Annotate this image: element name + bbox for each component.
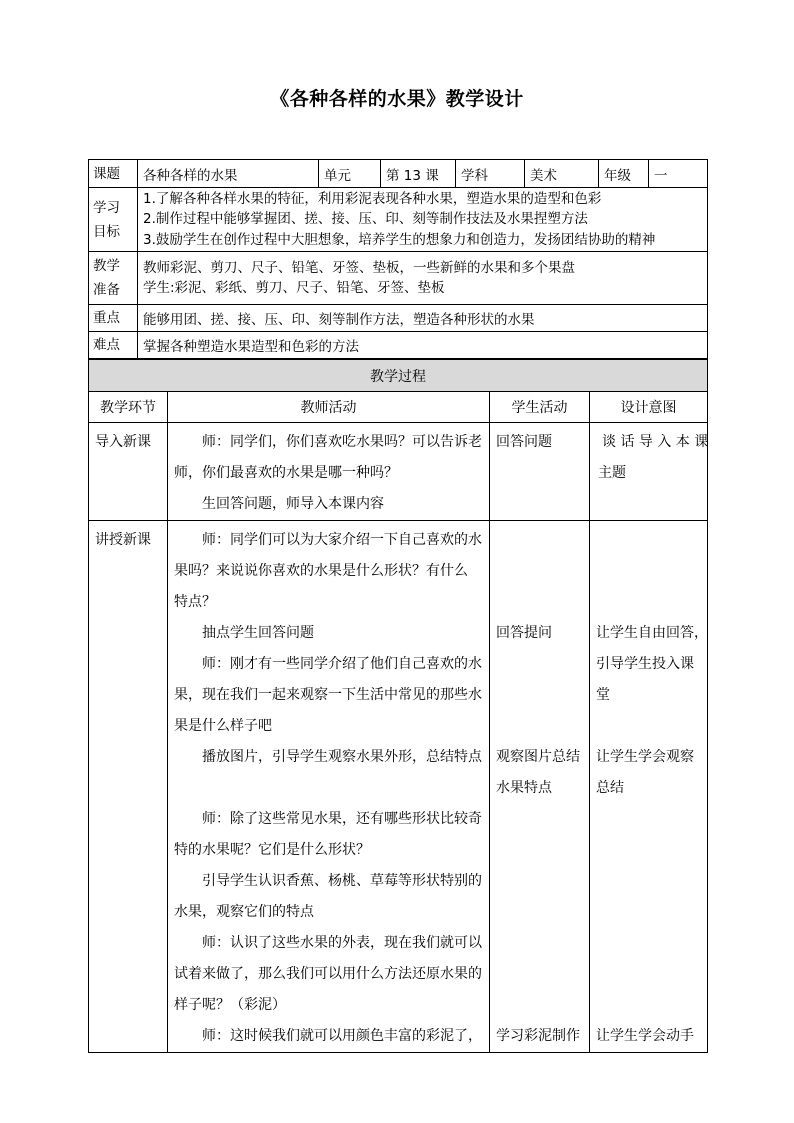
goals-text xyxy=(138,188,708,252)
difficulty-value: 掌握各种塑造水果造型和色彩的方法 xyxy=(138,332,708,359)
goal-item: 1.了解各种各样水果的特征，利用彩泥表现各种水果，塑造水果的造型和色彩 xyxy=(143,190,602,207)
grade-label: 年级 xyxy=(599,160,649,188)
subject-value: 美术 xyxy=(525,160,599,188)
intro-stage: 导入新课 xyxy=(89,423,168,521)
grade-value: 一 xyxy=(649,160,708,188)
subject-label: 学科 xyxy=(456,160,525,188)
difficulty-label: 难点 xyxy=(89,332,138,359)
topic-value: 各种各样的水果 xyxy=(138,160,319,188)
goals-label: 学习 目标 xyxy=(89,188,138,252)
lecture-stage: 讲授新课 xyxy=(89,521,168,1053)
header-teacher: 教师活动 xyxy=(168,392,490,423)
goal-item: 3.鼓励学生在创作过程中大胆想象，培养学生的想象力和创造力，发扬团结协助的精神 xyxy=(143,231,656,248)
unit-label: 单元 xyxy=(319,160,381,188)
teaching-process-table xyxy=(88,359,708,1053)
topic-label: 课题 xyxy=(89,160,138,188)
key-value: 能够用团、搓、接、压、印、刻等制作方法，塑造各种形状的水果 xyxy=(138,305,708,332)
prep-item: 教师彩泥、剪刀、尺子、铅笔、牙签、垫板，一些新鲜的水果和多个果盘 xyxy=(143,259,575,276)
lecture-intent: 让学生自由回答， 引导学生投入课 堂 让学生学会观察 总结 让学生学会动手 xyxy=(590,521,708,1053)
lecture-student: 回答提问 观察图片总结 水果特点 学习彩泥制作 xyxy=(490,521,590,1053)
header-intent: 设计意图 xyxy=(590,392,708,423)
key-label: 重点 xyxy=(89,305,138,332)
prep-label: 教学 准备 xyxy=(89,252,138,305)
intro-intent: 谈 话 导 入 本 课 主题 xyxy=(590,423,708,521)
header-stage: 教学环节 xyxy=(89,392,168,423)
intro-student: 回答问题 xyxy=(490,423,590,521)
prep-text xyxy=(138,252,708,305)
lecture-teacher: 师：同学们可以为大家介绍一下自己喜欢的水 果吗？来说说你喜欢的水果是什么形状？有什么 特点？ 抽点学生回答问题 师：刚才有一些同学介绍了他们自己喜欢的水 果，现在我们一起来观察一下生活中常见的那些水 果是什么样子吧 播放图片，引导学生观察水果外形，总结特点 师：除了这些常见水果，还有哪些形状比较奇 特的水果呢？它们是什么形状？ 引导学生认识香蕉、杨桃、草莓等形状特别的 水果，观察它们的特点 师：认识了这些水果的外表，现在我们就可以 试着来做了，那么我们可以用什么方法还原水果的 样子呢？（彩泥） 师：这时候我们就可以用颜色丰富的彩泥了， xyxy=(168,521,490,1053)
goal-item: 2.制作过程中能够掌握团、搓、接、压、印、刻等制作技法及水果捏塑方法 xyxy=(143,211,588,228)
intro-teacher: 师：同学们，你们喜欢吃水果吗？可以告诉老 师，你们最喜欢的水果是哪一种吗？ 生回答问题，师导入本课内容 xyxy=(168,423,490,521)
page-title: 《各种各样的水果》教学设计 xyxy=(270,88,524,110)
header-student: 学生活动 xyxy=(490,392,590,423)
lesson-info-table xyxy=(88,159,708,359)
process-section-title: 教学过程 xyxy=(89,360,708,392)
unit-value: 第 13 课 xyxy=(381,160,456,188)
prep-item: 学生:彩泥、彩纸、剪刀、尺子、铅笔、牙签、垫板 xyxy=(143,280,445,296)
